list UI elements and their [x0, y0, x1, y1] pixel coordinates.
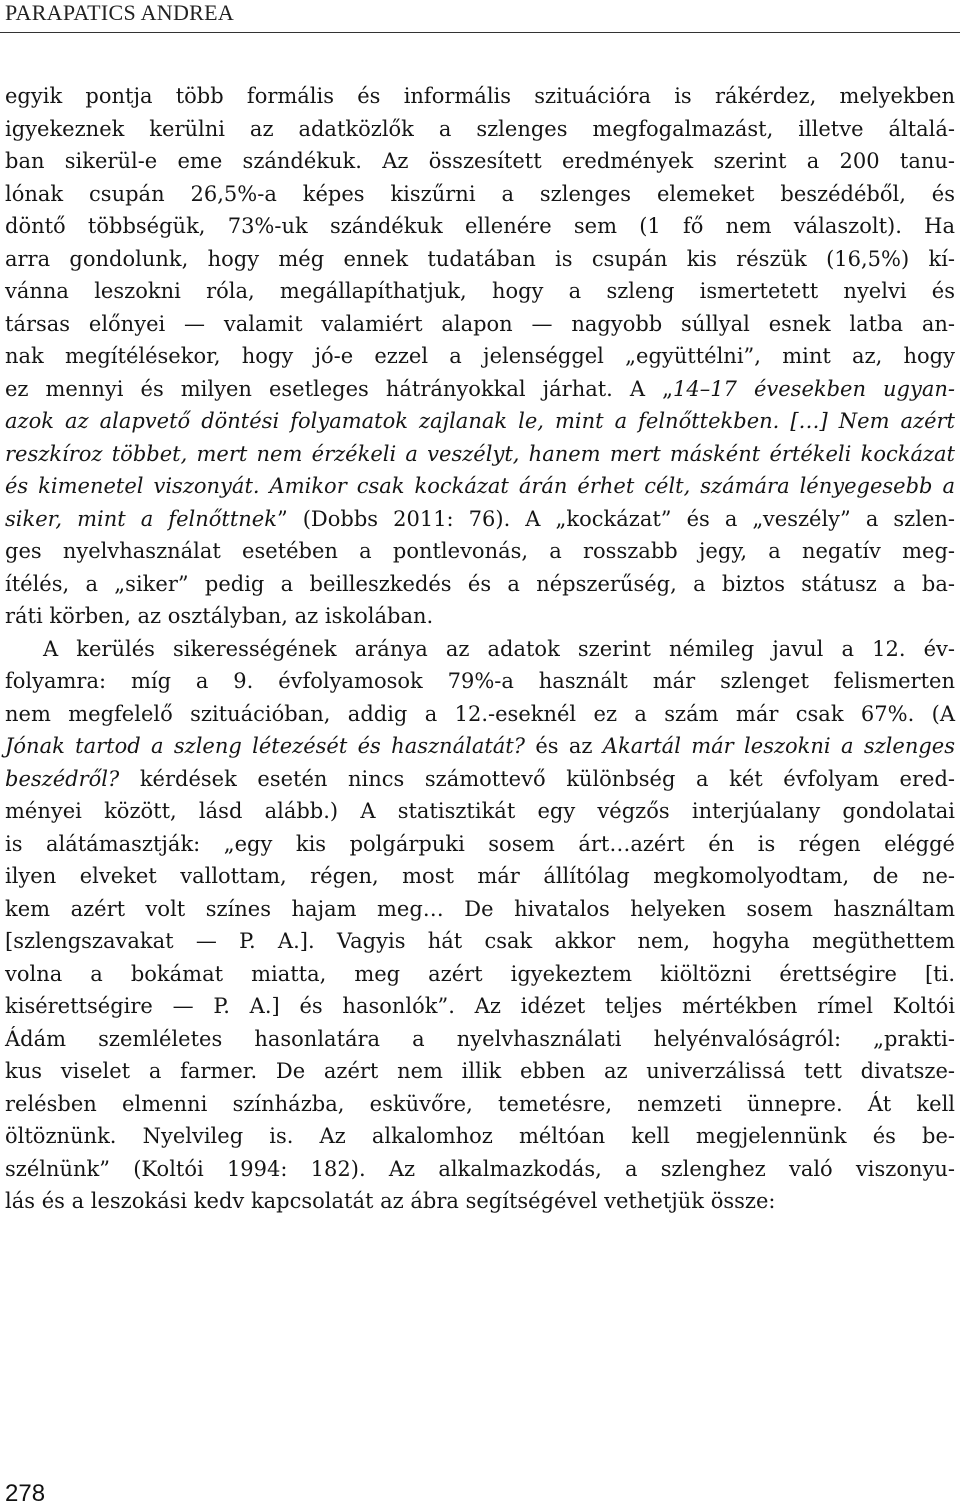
text-line: [szlengszavakat — P. A.]. Vagyis hát csak akkor nem, hogyha megüthettem — [5, 929, 955, 953]
quoted-italic-span: reszkíroz többet, mert nem érzékeli a veszélyt, hanem mert másként értékeli kockázat — [5, 441, 955, 466]
quoted-italic-line — [5, 438, 955, 471]
text-line: Ádám szemléletes hasonlatára a nyelvhasználati helyénvalóságról: „prakti- — [5, 1026, 955, 1051]
text-line: lónak csupán 26,5%-a képes kiszűrni a szlenges elemeket beszédéből, és — [5, 181, 955, 206]
text-line: nak megítélésekor, hogy jó-e ezzel a jelenséggel „együttélni”, mint az, hogy — [5, 344, 955, 368]
text-line: ges nyelvhasználat esetében a pontlevonás, a rosszabb jegy, a negatív meg- — [5, 539, 955, 563]
text-span: és az — [525, 734, 603, 758]
text-line: A kerülés sikerességének aránya az adatok szerint némileg javul a 12. év- — [43, 636, 955, 661]
text-line: is alátámasztják: „egy kis polgárpuki sosem árt…azért én is régen eléggé — [5, 831, 955, 856]
text-line: szélnünk” (Koltói 1994: 182). Az alkalmazkodás, a szlenghez való viszonyu- — [5, 1156, 955, 1181]
question-italic-span: Akartál már leszokni a szlenges — [602, 734, 955, 758]
text-line: nem megfelelő szituációban, addig a 12.-eseknél ez a szám már csak 67%. (A — [5, 701, 955, 726]
text-line: volna a bokámat miatta, meg azért igyekeztem kiöltözni érettségire [ti. — [5, 961, 955, 986]
text-line: arra gondolunk, hogy még ennek tudatában is csupán kis részük (16,5%) kí- — [5, 246, 955, 271]
text-line: egyik pontja több formális és informális szituációra is rákérdez, melyekben — [5, 84, 955, 108]
text-line: társas előnyei — valamit valamiért alapon — nagyobb súllyal esnek latba an- — [5, 311, 955, 336]
text-line: öltöznünk. Nyelvileg is. Az alkalomhoz méltóan kell megjelennünk és be- — [5, 1124, 955, 1148]
question-italic-span: Jónak tartod a szleng létezését és használatát? — [5, 734, 525, 758]
text-line: kem azért volt színes hajam meg… De hivatalos helyeken sosem használtam — [5, 896, 955, 921]
text-line: kus viselet a farmer. De azért nem illik ebben az univerzálissá tett divatsze- — [5, 1059, 955, 1083]
quoted-italic-line — [5, 405, 955, 438]
text-line: ilyen elveket vallottam, régen, most már állítólag megkomolyodtam, de ne- — [5, 864, 955, 888]
text-span: kérdések esetén nincs számottevő különbség a két évfolyam ered- — [119, 766, 955, 791]
text-span: ez mennyi és milyen esetleges hátrányokkal járhat. A „ — [5, 376, 673, 401]
question-italic-span: beszédről? — [5, 766, 120, 791]
quoted-italic-line — [5, 470, 955, 503]
header-rule — [0, 32, 960, 33]
quoted-italic-span: 14–17 évesekben ugyan- — [672, 376, 955, 401]
text-line: relésben elmenni színházba, esküvőre, temetésre, nemzeti ünnepre. Át kell — [5, 1091, 955, 1116]
text-line: kisérettségire — P. A.] és hasonlók”. Az idézet teljes mértékben rímel Koltói — [5, 994, 955, 1018]
text-span: ” (Dobbs 2011: 76). A „kockázat” és a „veszély” a szlen- — [276, 506, 955, 531]
running-title: PARAPATICS ANDREA — [5, 0, 235, 25]
text-line: ban sikerül-e eme szándékuk. Az összesített eredmények szerint a 200 tanu- — [5, 149, 955, 173]
text-line: lás és a leszokási kedv kapcsolatát az ábra segítségével vethetjük össze: — [5, 1189, 776, 1213]
text-line: ráti körben, az osztályban, az iskolában. — [5, 604, 434, 628]
text-line: vánna leszokni róla, megállapíthatjuk, hogy a szleng ismertetett nyelvi és — [5, 279, 955, 303]
text-line: ményei között, lásd alább.) A statisztikát egy végzős interjúalany gondolatai — [5, 799, 955, 823]
text-line — [5, 763, 955, 796]
body-text — [5, 80, 955, 1218]
quoted-italic-span: és kimenetel viszonyát. Amikor csak kockázat árán érhet célt, számára lényegesebb a — [5, 474, 955, 498]
text-line: folyamra: míg a 9. évfolyamosok 79%-a használt már szlenget felismerten — [5, 669, 955, 693]
text-line — [5, 373, 955, 406]
text-line — [5, 730, 955, 763]
quoted-italic-span: siker, mint a felnőttnek — [5, 506, 277, 531]
text-line — [5, 503, 955, 536]
text-line: ítélés, a „siker” pedig a beilleszkedés és a népszerűség, a biztos státusz a ba- — [5, 571, 955, 596]
running-header — [0, 0, 960, 34]
quoted-italic-span: azok az alapvető döntési folyamatok zajlanak le, mint a felnőttekben. […] Nem azért — [5, 409, 955, 433]
page-number: 278 — [5, 1480, 46, 1507]
text-line: döntő többségük, 73%-uk szándékuk ellenére sem (1 fő nem válaszolt). Ha — [5, 214, 955, 238]
text-line: igyekeznek kerülni az adatközlők a szlenges megfogalmazást, illetve általá- — [5, 116, 955, 141]
